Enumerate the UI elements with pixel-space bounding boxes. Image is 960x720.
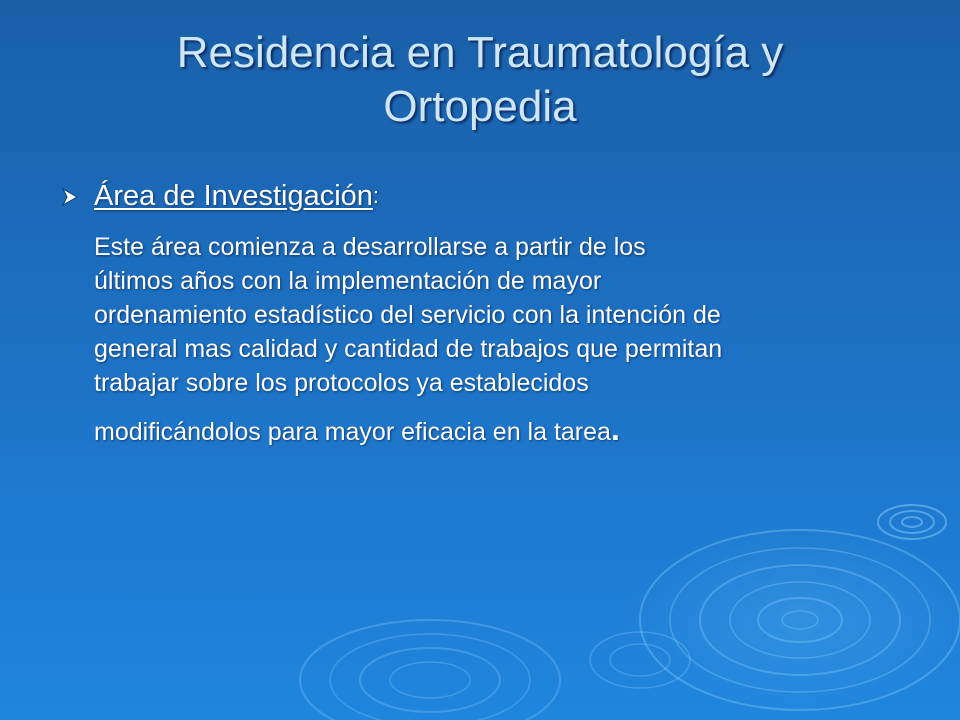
body-last-text: modificándolos para mayor eficacia en la tarea (94, 418, 611, 446)
arrowhead-bullet-icon (60, 187, 80, 207)
body-line-4: general mas calidad y cantidad de trabajos que permitan (94, 335, 723, 363)
body-line-5: trabajar sobre los protocolos ya establecidos (94, 369, 589, 397)
body-period: . (610, 411, 620, 447)
title-line-1: Residencia en Traumatología y (176, 28, 784, 77)
title-line-2: Ortopedia (383, 82, 577, 131)
slide-title (40, 26, 920, 134)
bullet-colon: : (372, 183, 380, 208)
body-line-2: últimos años con la implementación de mayor (94, 267, 602, 295)
bullet-body (94, 230, 914, 449)
body-line-3: ordenamiento estadístico del servicio con la intención de (94, 301, 721, 329)
bullet-item (60, 176, 379, 216)
bullet-heading: Área de Investigación (94, 180, 373, 212)
body-line-1: Este área comienza a desarrollarse a partir de los (94, 233, 646, 261)
body-line-6 (94, 412, 914, 449)
